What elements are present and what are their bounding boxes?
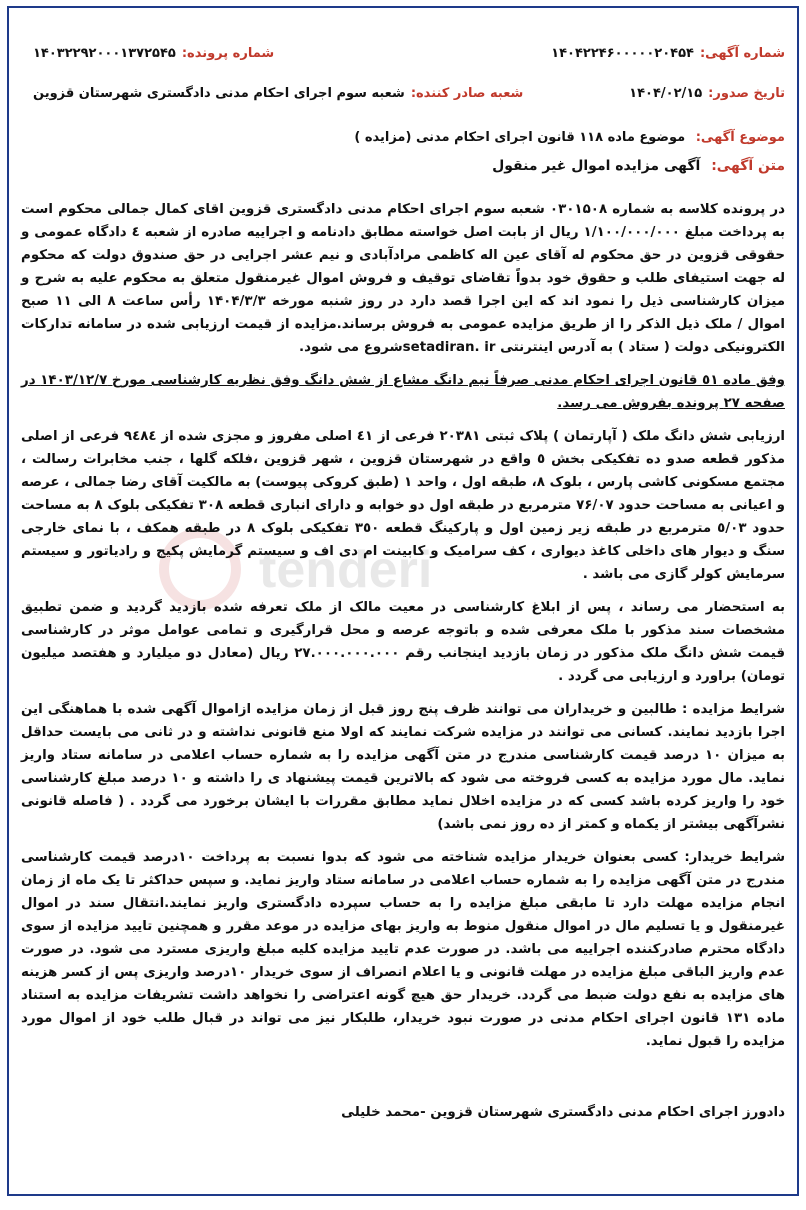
issue-date [629, 86, 785, 101]
case-number [33, 46, 274, 61]
notice-document [7, 6, 799, 1196]
notice-body [21, 198, 785, 1063]
header-row-date-issuer [23, 82, 785, 104]
ad-text-heading [21, 158, 785, 174]
paragraph-buyer-conditions: شرایط خریدار: کسی بعنوان خریدار مزایده شناخته می شود که بدوا نسبت به پرداخت ۱۰درصد قیمت کارشناسی مندرج در متن آگهی مزایده را به شماره حساب اعلامی در سامانه ستاد واریز نماید. و سپس حداکثر تا یک ماه از زمان انجام مزایده مهلت دارد تا مابقی مبلغ مزایده را به حساب سپرده دادگستری واریز نمایند.انتقال سند در اموال غیرمنقول و یا تسلیم مال در اموال منقول منوط به واریز بهای مزایده در موعد مقرر و همچنین تایید مزایده از سوی دادگاه محترم صادرکننده اجراییه می باشد. در صورت عدم تایید مزایده کلیه مبلغ واریزی مسترد می شود. در صورت عدم واریز الباقی مبلغ مزایده در مهلت قانونی و یا اعلام انصراف از سوی خریدار ۱۰درصد واریزی پس از کسر هزینه های مزایده به نفع دولت ضبط می گردد. خریدار حق هیچ گونه اعتراضی را نخواهد داشت تشریفات مزایده به استناد ماده ۱۳۱ قانون اجرای احکام مدنی در صورت نبود خریدار، طلبکار نیز می تواند در قبال طلب خود از اموال مورد مزایده را قبول نماید. [21, 850, 785, 1049]
ad-number [551, 46, 785, 61]
subject-text: موضوع ماده ۱۱۸ قانون اجرای احکام مدنی (مزایده ) [354, 130, 686, 145]
ad-number-label: شماره آگهی: [699, 45, 785, 61]
watermark-text: tenderi [259, 541, 433, 599]
paragraph-auction-conditions: شرایط مزایده : طالبین و خریداران می توانند ظرف پنج روز قبل از زمان مزایده ازاموال آگهی شده با هماهنگی این اجرا بازدید نمایند. کسانی می توانند در مزایده شرکت نمایند که اولا منع قانونی نداشته و در ثانی می بایست حداقل به میزان ۱۰ درصد قیمت کارشناسی مندرج در متن آگهی مزایده را به شماره حساب اعلامی در سامانه ستاد واریز نماید. مال مورد مزایده به کسی فروخته می شود که بالاترین قیمت پیشنهاد ی را داشته و ۱۰ درصد مبلغ کارشناسی خود را واریز کرده باشد کسی که در مزایده اخلال نماید مطابق مقررات با ایشان برخورد می گردد . ( فاصله قانونی نشرآگهی بیشتر از یکماه و کمتر از ده روز نمی باشد) [21, 702, 785, 832]
paragraph-article-51: وفق ماده ٥١ قانون اجرای احکام مدنی صرفاً نیم دانگ مشاع از شش دانگ وفق نظریه کارشناسی مورخ ۱۴۰۳/۱۲/۷ در صفحه ۲۷ پرونده بفروش می رسد. [21, 373, 785, 411]
case-number-value: ۱۴۰۳۲۲۹۲۰۰۰۱۳۷۲۵۴۵ [33, 45, 176, 61]
subject-label: موضوع آگهی: [695, 130, 785, 145]
paragraph-valuation: به استحضار می رساند ، پس از ابلاغ کارشناسی در معیت مالک از ملک تعرفه شده بازدید گردید و ضمن تطبیق مشخصات سند مذکور با ملک معرفی شده و باتوجه عرصه و محل قرارگیری و تمامی عوامل موثر در کارشناسی قیمت شش دانگ ملک مذکور در زمان بازدید اینجانب رقم ۲۷.۰۰۰.۰۰۰.۰۰۰ ریال (معادل دو میلیارد و هفتصد میلیون تومان) براورد و ارزیابی می گردد . [21, 600, 786, 684]
header-row-numbers [23, 42, 785, 64]
issuer-label: شعبه صادر کننده: [410, 85, 524, 101]
paragraph-case-details: در پرونده کلاسه به شماره ۰۳۰۱۵۰۸ شعبه سوم اجرای احکام مدنی دادگستری قزوین اقای کمال جمالی محکوم است به پرداخت مبلغ ۱/۱۰۰/۰۰۰/۰۰۰ ریال از بابت اصل خواسته مطابق دادنامه و اجراییه صادره از شعبه ٤ دادگاه عمومی و حقوقی قزوین در حق محکوم له آقای عین اله کاظمی مرادآبادی و نیم عشر اجرایی در حق صندوق دولت که محکوم له جهت استیفای طلب و حقوق خود بدواً تقاضای توقیف و فروش اموال غیرمنقول متعلق به محکوم علیه به شرح و میزان کارشناسی ذیل را نمود اند که این اجرا قصد دارد در روز شنبه مورخه ۱۴۰۴/۳/۳ رأس ساعت ۸ الی ۱۱ صبح اموال / ملک ذیل الذکر را از طریق مزایده عمومی به فروش برساند.مزایده از قیمت ارزیابی شده در سامانه تدارکات الکترونیکی دولت ( ستاد ) به آدرس اینترنتی setadiran. irشروع می شود. [21, 202, 785, 355]
case-number-label: شماره پرونده: [181, 45, 275, 61]
paragraph-property-appraisal: ارزیابی شش دانگ ملک ( آپارتمان ) پلاک ثبتی ۲۰۳۸۱ فرعی از ٤۱ اصلی مفروز و مجزی شده از ۹٤۸٤ فرعی از اصلی مذکور قطعه صدو ده تفکیکی بخش ٥ واقع در شهرستان قزوین ، شهر قزوین ،فلکه گلها ، جنب مخابرات رسالت ، مجتمع مسکونی کاشی پارس ، بلوک ۸، طبقه اول ، واحد ۱ (طبق کروکی پیوست) به مالکیت آقای رضا جمالی ، عرصه و اعیانی به مساحت حدود ۷۶/۰۷ مترمربع در طبقه اول دو خوابه و دارای انباری قطعه ۳۰۸ تفکیکی بلوک ۸ به مساحت حدود ٥/۰۳ مترمربع در طبقه زیر زمین اول و پارکینگ قطعه ۳٥۰ تفکیکی بلوک ۸ در طبقه همکف ، با نمای خارجی سنگ و دیوار های داخلی کاغذ دیواری ، کف سرامیک و کابینت ام دی اف و سیستم گرمایش پکیج و رادیاتور و سیستم سرمایش کولر گازی می باشد . [21, 429, 786, 582]
issue-date-label: تاریخ صدور: [708, 85, 785, 101]
subject [21, 130, 785, 145]
issuer [33, 86, 523, 101]
issue-date-value: ۱۴۰۴/۰۲/۱۵ [629, 85, 703, 101]
ad-number-value: ۱۴۰۴۲۲۴۶۰۰۰۰۰۲۰۴۵۴ [551, 45, 694, 61]
ad-text-title: آگهی مزایده اموال غیر منقول [492, 158, 701, 174]
ad-text-label: متن آگهی: [711, 158, 785, 174]
signature-line: دادورز اجرای احکام مدنی دادگستری شهرستان قزوین -محمد خلیلی [341, 1105, 785, 1120]
issuer-value: شعبه سوم اجرای احکام مدنی دادگستری شهرستان قزوین [33, 85, 405, 101]
